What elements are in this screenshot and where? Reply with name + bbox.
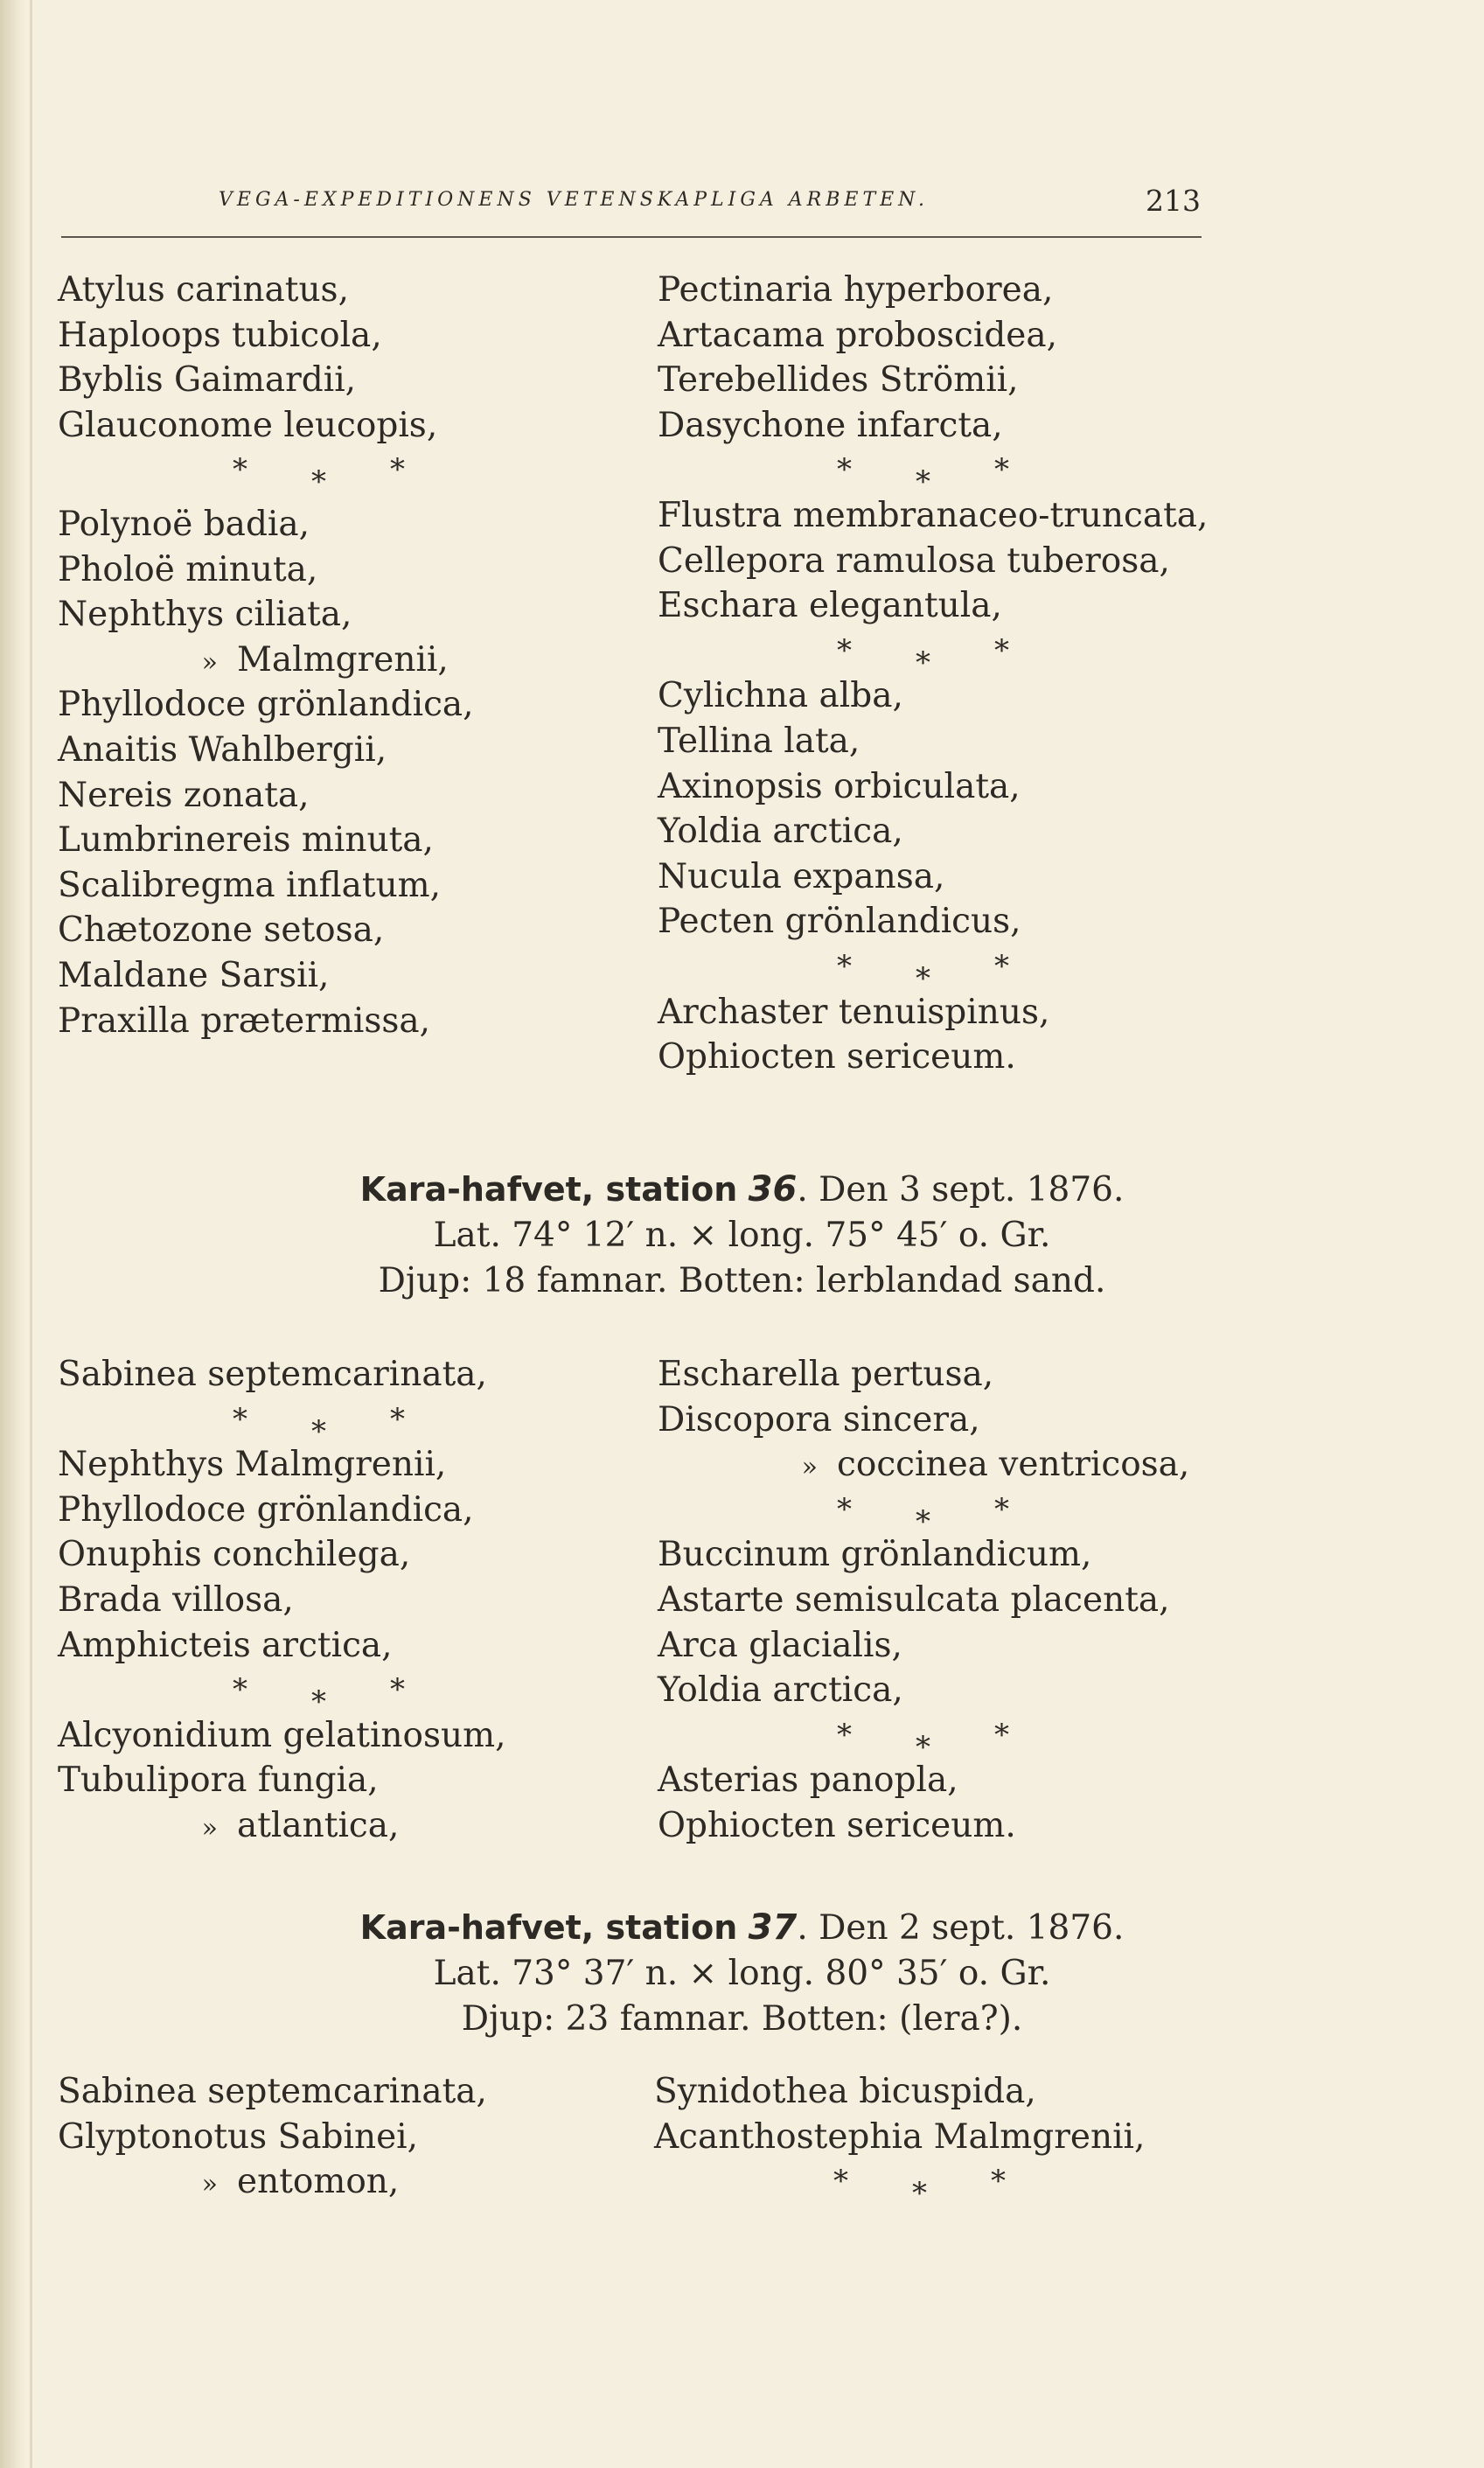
running-head: VEGA-EXPEDITIONENS VETENSKAPLIGA ARBETEN. xyxy=(219,189,930,211)
species-line: Maldane Sarsii, xyxy=(58,955,330,995)
species-group xyxy=(658,1352,1189,1442)
species-line-repeat xyxy=(58,1803,506,1849)
stars-separator: * * * xyxy=(837,1717,1009,1765)
species-line: Astarte semisulcata placenta, xyxy=(658,1579,1170,1620)
species-line: Atylus carinatus, xyxy=(58,270,349,310)
species-line: Nephthys ciliata, xyxy=(58,595,352,635)
station36-depth: Djup: 18 famnar. Botten: lerblandad sand. xyxy=(378,1261,1106,1300)
species-group xyxy=(658,673,1208,945)
species-line: Glauconome leucopis, xyxy=(58,405,438,445)
species-line: Phyllodoce grönlandica, xyxy=(58,685,474,725)
species-epithet: Malmgrenii, xyxy=(237,639,449,680)
species-line: Scalibregma inflatum, xyxy=(58,865,442,905)
species-epithet: coccinea ventricosa, xyxy=(837,1445,1190,1485)
species-group xyxy=(658,268,1208,448)
station37-heading xyxy=(0,1905,1484,2042)
species-line: Pectinaria hyperborea, xyxy=(658,270,1054,310)
species-line: Brada villosa, xyxy=(58,1579,294,1620)
species-line: Dasychone infarcta, xyxy=(658,405,1003,445)
stars-separator: * * * xyxy=(233,452,405,500)
species-line: Sabinea septemcarinata, xyxy=(58,2072,487,2111)
species-line: Terebellides Strömii, xyxy=(658,360,1019,401)
species-line: Archaster tenuispinus, xyxy=(658,992,1050,1032)
species-group xyxy=(658,990,1208,1080)
species-line: Praxilla prætermissa, xyxy=(58,1000,430,1041)
station36-date: . Den 3 sept. 1876. xyxy=(797,1170,1125,1210)
species-line: Artacama proboscidea, xyxy=(658,315,1058,355)
species-group xyxy=(658,1532,1189,1712)
ditto-mark: » xyxy=(201,2169,218,2200)
species-group xyxy=(58,268,474,448)
page-number: 213 xyxy=(1146,184,1201,218)
station36-right-column xyxy=(658,1352,1189,1849)
station37-right-column xyxy=(654,2069,1146,2212)
species-line: Tubulipora fungia, xyxy=(58,1760,379,1801)
species-line: Discopora sincera, xyxy=(658,1399,980,1440)
station37-number: 37 xyxy=(748,1907,798,1948)
species-line: Axinopsis orbiculata, xyxy=(658,766,1021,806)
section1-left-column xyxy=(58,268,474,1043)
stars-separator: * * * xyxy=(833,2164,1006,2212)
station37-date: . Den 2 sept. 1876. xyxy=(797,1908,1125,1948)
species-group xyxy=(658,1758,1189,1848)
stars-separator: * * * xyxy=(837,948,1009,996)
species-line: Polynoë badia, xyxy=(58,504,310,544)
species-line: Pecten grönlandicus, xyxy=(658,902,1021,942)
station36-title: Kara-hafvet, station xyxy=(359,1170,738,1209)
species-line: Sabinea septemcarinata, xyxy=(58,1355,487,1394)
species-line: Buccinum grönlandicum, xyxy=(658,1535,1092,1575)
species-line-repeat xyxy=(58,638,474,683)
station37-title: Kara-hafvet, station xyxy=(359,1908,738,1947)
species-group xyxy=(58,1442,506,1668)
species-group xyxy=(58,682,474,1043)
species-group xyxy=(58,1352,506,1398)
species-line: Escharella pertusa, xyxy=(658,1355,994,1394)
species-line: Nereis zonata, xyxy=(58,775,310,815)
species-line: Anaitis Wahlbergii, xyxy=(58,729,387,770)
species-line: Acanthostephia Malmgrenii, xyxy=(654,2116,1146,2157)
stars-separator: * * * xyxy=(837,452,1009,500)
species-line: Alcyonidium gelatinosum, xyxy=(58,1715,506,1755)
species-line: Cylichna alba, xyxy=(658,676,903,716)
species-group xyxy=(58,502,474,638)
species-line: Chætozone setosa, xyxy=(58,910,385,951)
ditto-mark: » xyxy=(201,646,218,678)
species-group xyxy=(658,493,1208,629)
station36-heading xyxy=(0,1167,1484,1304)
species-line: Byblis Gaimardii, xyxy=(58,360,357,401)
station36-number: 36 xyxy=(748,1169,798,1210)
station36-left-column xyxy=(58,1352,506,1849)
station36-coordinates: Lat. 74° 12′ n. × long. 75° 45′ o. Gr. xyxy=(433,1216,1051,1255)
species-group xyxy=(58,1713,506,1803)
species-group xyxy=(654,2069,1145,2159)
species-line-repeat xyxy=(658,1442,1189,1488)
species-line: Onuphis conchilega, xyxy=(58,1535,411,1575)
header-rule xyxy=(61,236,1202,238)
species-line: Arca glacialis, xyxy=(658,1625,902,1665)
species-line: Eschara elegantula, xyxy=(658,586,1002,626)
species-epithet: entomon, xyxy=(237,2162,400,2202)
species-line: Glyptonotus Sabinei, xyxy=(58,2116,419,2157)
species-line: Ophiocten sericeum. xyxy=(658,1037,1016,1077)
station37-title-line xyxy=(0,1905,1484,1951)
species-line: Ophiocten sericeum. xyxy=(658,1805,1016,1845)
ditto-mark: » xyxy=(801,1452,818,1483)
section1-right-column xyxy=(658,268,1208,1080)
species-line: Flustra membranaceo-truncata, xyxy=(658,495,1209,535)
species-line: Tellina lata, xyxy=(658,721,860,761)
species-line: Nucula expansa, xyxy=(658,856,945,896)
station37-coordinates: Lat. 73° 37′ n. × long. 80° 35′ o. Gr. xyxy=(433,1954,1051,1993)
species-line: Phyllodoce grönlandica, xyxy=(58,1489,474,1530)
species-line: Synidothea bicuspida, xyxy=(654,2072,1036,2111)
species-line-repeat xyxy=(58,2159,487,2205)
ditto-mark: » xyxy=(201,1812,218,1844)
stars-separator: * * * xyxy=(837,1491,1009,1539)
species-line: Cellepora ramulosa tuberosa, xyxy=(658,540,1170,581)
species-line: Pholoë minuta, xyxy=(58,549,318,589)
species-line: Haploops tubicola, xyxy=(58,315,382,355)
species-line: Yoldia arctica, xyxy=(658,812,903,852)
species-line: Lumbrinereis minuta, xyxy=(58,820,434,861)
species-line: Nephthys Malmgrenii, xyxy=(58,1445,447,1485)
species-group xyxy=(58,2069,487,2159)
stars-separator: * * * xyxy=(837,632,1009,680)
station36-title-line xyxy=(0,1167,1484,1213)
species-line: Amphicteis arctica, xyxy=(58,1625,393,1665)
stars-separator: * * * xyxy=(233,1401,405,1449)
species-line: Yoldia arctica, xyxy=(658,1670,903,1711)
stars-separator: * * * xyxy=(233,1672,405,1720)
species-epithet: atlantica, xyxy=(237,1805,400,1845)
station37-depth: Djup: 23 famnar. Botten: (lera?). xyxy=(461,1999,1023,2039)
station37-left-column xyxy=(58,2069,487,2205)
species-line: Asterias panopla, xyxy=(658,1760,958,1801)
